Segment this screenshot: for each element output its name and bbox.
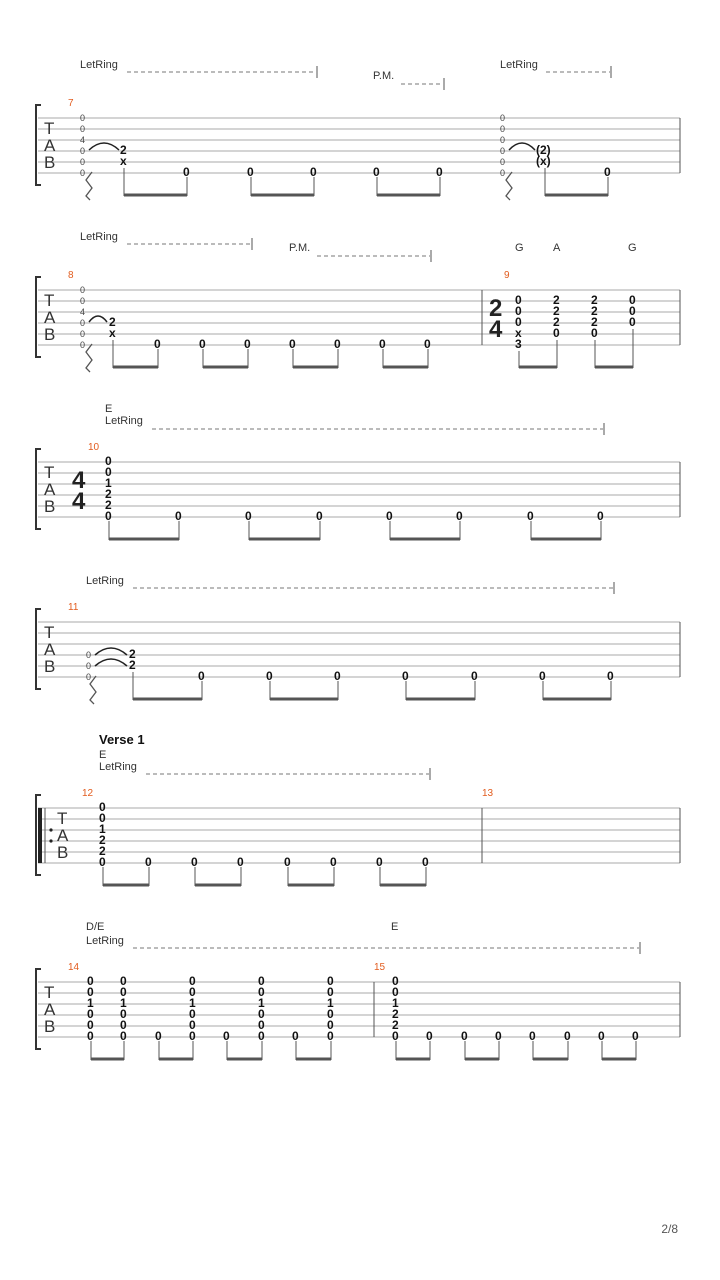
fret-note: 0 [392,1029,399,1043]
fret-note: 0 [436,165,443,179]
measure-number: 13 [482,788,494,799]
fret-note: 0 [80,168,86,178]
fret-note: 0 [237,855,244,869]
repeat-dot [49,839,52,842]
fret-note: 0 [386,509,393,523]
system-6 [36,921,680,1060]
measure-number: 11 [68,602,79,613]
fret-note: 0 [327,1018,334,1032]
fret-note: 0 [424,337,431,351]
measure-number: 8 [68,270,74,281]
fret-note: 0 [87,1007,94,1021]
fret-note: 2 [129,658,136,672]
let-ring-label: LetRing [500,59,538,71]
measure-number: 7 [68,98,74,109]
fret-note: 2 [553,304,560,318]
fret-note: 0 [426,1029,433,1043]
fret-note: 0 [515,293,522,307]
fret-note: 1 [120,996,127,1010]
fret-note: 0 [155,1029,162,1043]
fret-note: 0 [99,800,106,814]
fret-note: 0 [245,509,252,523]
fret-note: 0 [292,1029,299,1043]
tab-clef-a: A [44,640,56,659]
fret-note: 0 [629,293,636,307]
fret-note: 2 [553,315,560,329]
tab-clef-a: A [57,826,69,845]
fret-note: 0 [327,1029,334,1043]
fret-note: 0 [105,509,112,523]
muted-note: x [109,326,116,340]
tab-clef-b: B [44,497,56,516]
fret-note: 4 [80,135,86,145]
fret-note: 0 [316,509,323,523]
fret-note: 0 [86,650,92,660]
fret-note: 0 [327,985,334,999]
fret-note: 0 [392,985,399,999]
chord-stack [327,974,334,1043]
slur-mark [95,648,127,655]
fret-note: 0 [258,1018,265,1032]
fret-note: 2 [591,304,598,318]
fret-note: 0 [87,1029,94,1043]
fret-note: 0 [199,337,206,351]
fret-note: 0 [500,157,506,167]
repeat-dot [49,828,52,831]
fret-note: 3 [515,337,522,351]
fret-note: 0 [86,672,92,682]
system-4 [36,575,680,704]
fret-note: 0 [120,974,127,988]
fret-note: 0 [284,855,291,869]
fret-note: 0 [198,669,205,683]
tab-clef-t: T [44,463,55,482]
fret-note: 0 [330,855,337,869]
fret-note: 2 [105,487,112,501]
tab-clef-b: B [44,1017,56,1036]
fret-note: 2 [99,833,106,847]
fret-note: 0 [80,340,86,350]
fret-note: 0 [461,1029,468,1043]
fret-note: 0 [120,1018,127,1032]
fret-note: 0 [607,669,614,683]
palm-mute-label: P.M. [373,70,395,82]
fret-note: 2 [129,647,136,661]
fret-note: 0 [500,124,506,134]
fret-note: 1 [105,476,112,490]
time-signature-bottom: 4 [489,316,503,343]
fret-note: 0 [223,1029,230,1043]
slur-mark [509,143,535,150]
fret-note: 0 [247,165,254,179]
fret-note: 0 [527,509,534,523]
fret-note: 0 [422,855,429,869]
fret-note: 0 [500,135,506,145]
tab-clef-a: A [44,308,56,327]
fret-note: 0 [597,509,604,523]
fret-note: 2 [392,1007,399,1021]
chord-name: D/E [86,921,105,933]
chord-stack [258,974,265,1043]
fret-note: 0 [564,1029,571,1043]
measure-number: 14 [68,962,80,973]
fret-note: 0 [189,1029,196,1043]
palm-mute-label: P.M. [289,242,311,254]
slur-mark [89,143,119,150]
fret-note: 1 [87,996,94,1010]
fret-note: 0 [373,165,380,179]
fret-note: 1 [99,822,106,836]
fret-note: 2 [105,498,112,512]
fret-note: 0 [553,326,560,340]
let-ring-label: LetRing [86,575,124,587]
fret-note: 0 [80,318,86,328]
tab-clef-b: B [44,153,56,172]
fret-note: 0 [500,146,506,156]
fret-note: 0 [402,669,409,683]
tab-clef-t: T [44,623,55,642]
fret-note: 1 [258,996,265,1010]
fret-note: 0 [86,661,92,671]
measure-number: 10 [88,442,100,453]
fret-note: 0 [310,165,317,179]
system-1 [36,59,680,200]
fret-note: 0 [258,974,265,988]
fret-note: 0 [471,669,478,683]
arpeggio-icon [506,172,512,200]
measure-number: 9 [504,270,510,281]
chord-name: E [99,749,107,761]
tab-clef-b: B [44,657,56,676]
ghost-muted-note: (x) [536,154,551,168]
fret-note: 0 [80,157,86,167]
fret-note: 0 [191,855,198,869]
ghost-note: (2) [536,143,551,157]
fret-note: 0 [189,1018,196,1032]
fret-note: 0 [500,168,506,178]
fret-note: 0 [591,326,598,340]
fret-note: 0 [456,509,463,523]
fret-note: 0 [258,985,265,999]
arpeggio-icon [86,344,92,372]
chord-stack [189,974,196,1043]
fret-note: 0 [175,509,182,523]
chord-stack [87,974,94,1043]
muted-note: x [120,154,127,168]
chord-name: E [105,403,113,415]
page-number: 2/8 [661,1222,678,1236]
fret-note: 0 [80,296,86,306]
measure-number: 12 [82,788,94,799]
fret-note: 0 [120,1007,127,1021]
fret-note: 0 [87,1018,94,1032]
fret-note: 0 [379,337,386,351]
fret-note: 0 [515,304,522,318]
fret-note: 2 [120,143,127,157]
fret-note: 0 [145,855,152,869]
fret-note: 2 [109,315,116,329]
fret-note: 2 [392,1018,399,1032]
fret-note: 0 [629,315,636,329]
fret-note: 0 [376,855,383,869]
let-ring-label: LetRing [99,761,137,773]
fret-note: 0 [120,1029,127,1043]
fret-note: 0 [334,337,341,351]
fret-note: 0 [500,113,506,123]
fret-note: 0 [392,974,399,988]
slur-mark [95,659,127,666]
fret-note: 0 [258,1007,265,1021]
fret-note: 0 [87,985,94,999]
tab-clef-b: B [57,843,69,862]
fret-note: 0 [120,985,127,999]
system-3 [36,403,680,540]
fret-note: 0 [515,315,522,329]
time-signature-top: 4 [72,467,86,494]
arpeggio-icon [86,172,92,200]
tab-clef-a: A [44,480,56,499]
fret-note: 0 [105,465,112,479]
fret-note: 0 [529,1029,536,1043]
fret-note: 0 [80,329,86,339]
section-title: Verse 1 [99,732,145,747]
fret-note: 0 [289,337,296,351]
chord-name: A [553,242,561,254]
fret-note: 0 [189,985,196,999]
fret-note: 0 [244,337,251,351]
fret-note: 0 [80,285,86,295]
tab-clef-t: T [44,291,55,310]
fret-note: 0 [604,165,611,179]
muted-note: x [515,326,522,340]
fret-note: 1 [327,996,334,1010]
fret-note: 0 [598,1029,605,1043]
fret-note: 2 [591,315,598,329]
repeat-start-barline [38,808,42,863]
fret-note: 0 [495,1029,502,1043]
let-ring-label: LetRing [105,415,143,427]
fret-note: 0 [189,1007,196,1021]
fret-note: 0 [334,669,341,683]
let-ring-label: LetRing [80,59,118,71]
fret-note: 0 [99,811,106,825]
fret-note: 4 [80,307,86,317]
time-signature-bottom: 4 [72,488,86,515]
fret-note: 0 [80,113,86,123]
tab-clef-a: A [44,136,56,155]
chord-stack [120,974,127,1043]
fret-note: 0 [266,669,273,683]
tab-clef-t: T [44,983,55,1002]
tab-clef-b: B [44,325,56,344]
fret-note: 0 [632,1029,639,1043]
fret-note: 0 [629,304,636,318]
fret-note: 0 [327,1007,334,1021]
chord-name: G [515,242,524,254]
fret-note: 0 [183,165,190,179]
fret-note: 0 [87,974,94,988]
let-ring-label: LetRing [86,935,124,947]
fret-note: 0 [105,454,112,468]
measure-number: 15 [374,962,386,973]
fret-note: 0 [327,974,334,988]
time-signature-top: 2 [489,295,503,322]
fret-note: 0 [80,124,86,134]
chord-name: G [628,242,637,254]
fret-note: 0 [99,855,106,869]
system-5 [36,732,680,886]
chord-name: E [391,921,399,933]
fret-note: 2 [553,293,560,307]
system-2 [36,231,680,372]
slur-mark [89,316,107,322]
tab-clef-a: A [44,1000,56,1019]
fret-note: 2 [99,844,106,858]
fret-note: 0 [189,974,196,988]
tab-clef-t: T [44,119,55,138]
fret-note: 0 [539,669,546,683]
fret-note: 1 [392,996,399,1010]
tab-clef-t: T [57,809,68,828]
let-ring-label: LetRing [80,231,118,243]
fret-note: 0 [80,146,86,156]
fret-note: 1 [189,996,196,1010]
fret-note: 0 [154,337,161,351]
fret-note: 0 [258,1029,265,1043]
fret-note: 2 [591,293,598,307]
